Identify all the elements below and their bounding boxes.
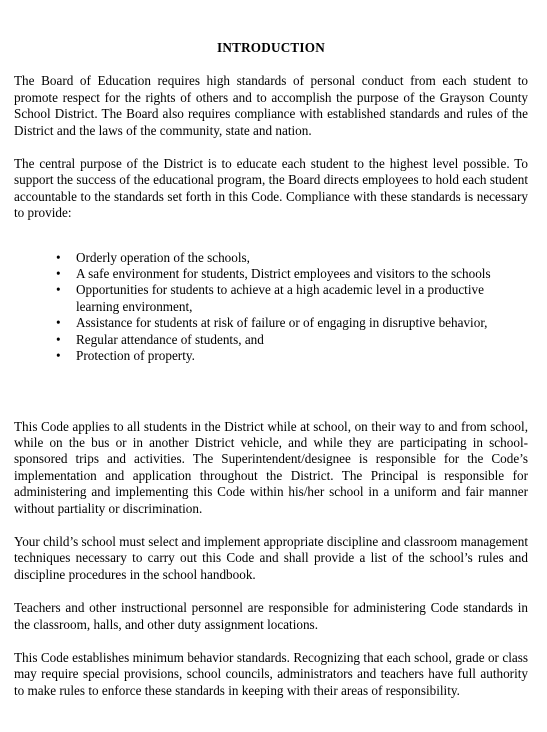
list-item-text: Protection of property.: [76, 348, 195, 364]
list-item-text: Orderly operation of the schools,: [76, 249, 250, 265]
intro-paragraph-1: The Board of Education requires high standards of personal conduct from each student to promote respect for the rights of others and to accomplish the purpose of the Grayson County School District. The Board also requires compliance with established standards and rules of the District and the laws of the community, state and nation.: [14, 73, 528, 138]
provisions-list: [14, 250, 528, 365]
list-item-text: A safe environment for students, District employees and visitors to the schools: [76, 266, 491, 282]
scope-paragraph: This Code applies to all students in the District while at school, on their way to and from school, while on the bus or in another District vehicle, and while they are participating in school-sponsored trips and activities. The Superintendent/designee is responsible for the Code’s implementation and application throughout the District. The Principal is responsible for administering and implementing this Code within his/her school in a uniform and fair manner without partiality or discrimination.: [14, 418, 528, 516]
list-item: [14, 266, 528, 282]
page-title: INTRODUCTION: [217, 40, 325, 55]
list-item: [14, 315, 528, 331]
bullet-icon: •: [56, 331, 61, 347]
list-item-text: Regular attendance of students, and: [76, 331, 264, 347]
minimum-standards-paragraph: This Code establishes minimum behavior standards. Recognizing that each school, grade or class may require special provisions, school councils, administrators and teachers have full authority to make rules to enforce these standards in keeping with their areas of responsibility.: [14, 649, 528, 698]
list-item-text: Opportunities for students to achieve at a high academic level in a productive learning environment,: [76, 282, 484, 314]
teachers-paragraph: Teachers and other instructional personnel are responsible for administering Code standards in the classroom, halls, and other duty assignment locations.: [14, 600, 528, 632]
bullet-icon: •: [56, 282, 61, 298]
school-rules-paragraph: Your child’s school must select and implement appropriate discipline and classroom management techniques necessary to carry out this Code and shall provide a list of the school’s rules and discipline procedures in the school handbook.: [14, 533, 528, 582]
intro-paragraph-2: The central purpose of the District is to educate each student to the highest level possible. To support the success of the educational program, the Board directs employees to hold each student accountable to the standards set forth in this Code. Compliance with these standards is necessary to provide:: [14, 156, 528, 221]
list-item: [14, 250, 528, 266]
bullet-icon: •: [56, 249, 61, 265]
list-item-text: Assistance for students at risk of failure or of engaging in disruptive behavior,: [76, 315, 488, 331]
list-item: [14, 332, 528, 348]
bullet-icon: •: [56, 315, 61, 331]
list-item: [14, 282, 528, 315]
bullet-icon: •: [56, 266, 61, 282]
list-item: [14, 348, 528, 364]
bullet-icon: •: [56, 348, 61, 364]
